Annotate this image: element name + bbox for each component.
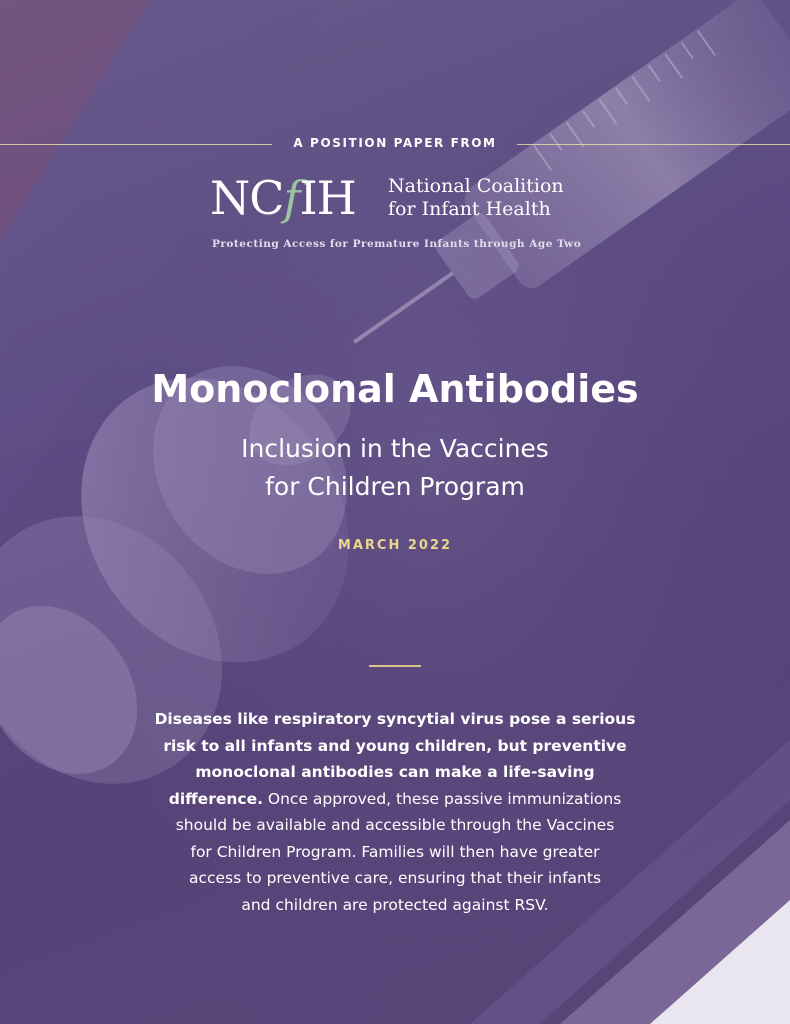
subtitle-line-1: Inclusion in the Vaccines: [241, 434, 549, 463]
summary-line: risk to all infants and young children, but preventive: [163, 736, 627, 755]
logo-mark-suffix: IH: [299, 171, 356, 225]
summary-line: should be available and accessible through the Vaccines: [175, 816, 615, 834]
publication-date: MARCH 2022: [337, 538, 453, 553]
summary-line: [120, 786, 670, 813]
organization-tagline: Protecting Access for Premature Infants through Age Two: [212, 238, 582, 250]
logo-mark-prefix: NC: [210, 171, 284, 225]
logo-mark-f: f: [283, 171, 300, 225]
organization-name-line-1: National Coalition: [388, 175, 564, 197]
logo-mark: [210, 170, 356, 226]
section-divider: [369, 665, 421, 667]
summary-paragraph: [120, 706, 670, 918]
ncfih-logo: [210, 168, 590, 258]
summary-line: monoclonal antibodies can make a life-saving: [195, 763, 595, 781]
subtitle-line-2: for Children Program: [265, 472, 525, 501]
organization-name-line-2: for Infant Health: [388, 198, 551, 220]
document-subtitle: [0, 430, 790, 506]
summary-line: for Children Program. Families will then have greater: [190, 842, 600, 861]
summary-line: access to preventive care, ensuring that their infants: [188, 869, 602, 887]
summary-regular-fragment: Once approved, these passive immunizations: [262, 789, 622, 808]
summary-line: and children are protected against RSV.: [241, 895, 549, 914]
eyebrow-label: A POSITION PAPER FROM: [293, 136, 497, 150]
summary-line: Diseases like respiratory syncytial virus pose a serious: [154, 710, 636, 728]
document-title: Monoclonal Antibodies: [151, 367, 639, 411]
summary-bold-fragment: difference.: [168, 789, 263, 808]
organization-name: [388, 175, 564, 221]
